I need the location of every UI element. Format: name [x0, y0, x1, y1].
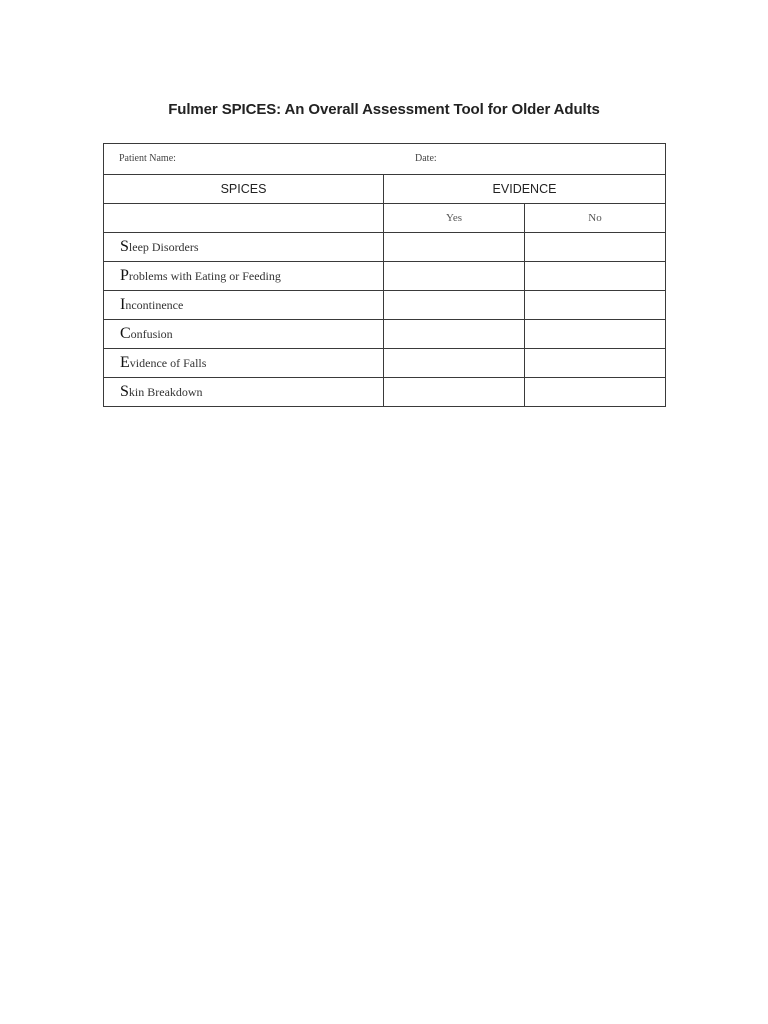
- patient-name-label: Patient Name:: [119, 153, 176, 164]
- evidence-header: EVIDENCE: [384, 175, 666, 204]
- item-initial: S: [120, 383, 129, 400]
- no-answer-cell[interactable]: [525, 262, 666, 291]
- no-answer-cell[interactable]: [525, 320, 666, 349]
- patient-info-row: [104, 144, 666, 175]
- table-row: [104, 320, 666, 349]
- table-row: [104, 378, 666, 407]
- subheader-row: [104, 204, 666, 233]
- spices-header: SPICES: [104, 175, 384, 204]
- table-row: [104, 349, 666, 378]
- item-evidence-of-falls: [104, 349, 384, 378]
- empty-subheader-cell: [104, 204, 384, 233]
- table-row: [104, 291, 666, 320]
- spices-assessment-table: [103, 143, 666, 407]
- no-answer-cell[interactable]: [525, 378, 666, 407]
- no-answer-cell[interactable]: [525, 349, 666, 378]
- item-problems-eating-feeding: [104, 262, 384, 291]
- yes-answer-cell[interactable]: [384, 320, 525, 349]
- item-label: vidence of Falls: [129, 356, 207, 370]
- item-initial: C: [120, 325, 131, 342]
- no-answer-cell[interactable]: [525, 291, 666, 320]
- item-sleep-disorders: [104, 233, 384, 262]
- no-answer-cell[interactable]: [525, 233, 666, 262]
- item-initial: P: [120, 267, 129, 284]
- item-confusion: [104, 320, 384, 349]
- item-label: kin Breakdown: [128, 385, 203, 399]
- header-row: [104, 175, 666, 204]
- patient-info-cell: [104, 144, 666, 175]
- item-initial: S: [120, 238, 129, 255]
- date-label: Date:: [415, 153, 437, 164]
- item-skin-breakdown: [104, 378, 384, 407]
- yes-answer-cell[interactable]: [384, 233, 525, 262]
- item-label: leep Disorders: [128, 240, 199, 254]
- yes-answer-cell[interactable]: [384, 262, 525, 291]
- item-incontinence: [104, 291, 384, 320]
- document-title: Fulmer SPICES: An Overall Assessment Tool for Older Adults: [168, 101, 600, 118]
- table-row: [104, 233, 666, 262]
- item-label: onfusion: [130, 327, 173, 341]
- item-initial: I: [120, 296, 126, 313]
- table-row: [104, 262, 666, 291]
- item-initial: E: [120, 354, 130, 371]
- item-label: roblems with Eating or Feeding: [128, 269, 281, 283]
- yes-answer-cell[interactable]: [384, 349, 525, 378]
- no-column-header: No: [525, 204, 666, 233]
- item-label: ncontinence: [125, 298, 184, 312]
- yes-column-header: Yes: [384, 204, 525, 233]
- yes-answer-cell[interactable]: [384, 291, 525, 320]
- yes-answer-cell[interactable]: [384, 378, 525, 407]
